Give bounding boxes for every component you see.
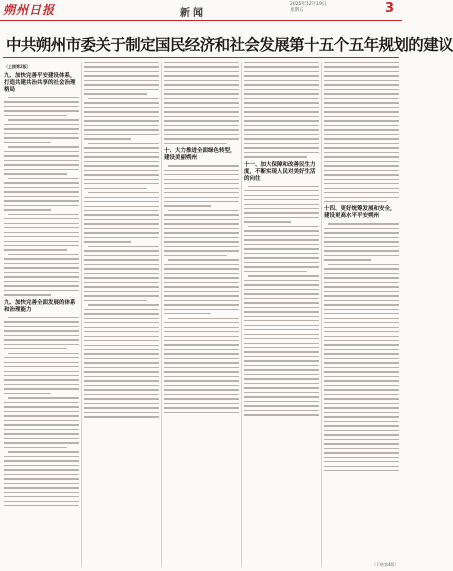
issue-weekday: 星期五	[290, 8, 304, 13]
continuation-note: （上接第2版）	[4, 64, 31, 69]
section-heading: 九、加快完善全面发展的体系和治理能力	[4, 299, 76, 313]
article-column-3	[164, 62, 239, 567]
body-text-block	[4, 97, 79, 296]
section-heading: 十一、加大保障和改善民生力度，不断实现人民对美好生活的向往	[244, 161, 316, 182]
headline-rule	[3, 57, 399, 58]
section-heading: 九、加快完善平安建设体系，打造共建共治共享的社会治理格局	[4, 73, 76, 93]
article-headline: 中共朔州市委关于制定国民经济和社会发展第十五个五年规划的建议	[6, 36, 453, 54]
section-name: 新闻	[180, 8, 206, 19]
masthead	[0, 0, 402, 21]
continued-note: （下转第4版）	[372, 562, 399, 567]
page-number: 3	[385, 1, 395, 16]
body-text-block	[4, 317, 79, 507]
column-divider	[161, 62, 162, 567]
issue-date: 2025年12月19日	[290, 2, 327, 7]
body-text-block	[244, 186, 319, 416]
article-column-2	[84, 62, 159, 567]
body-text-block	[164, 165, 239, 413]
body-text-block	[324, 62, 399, 202]
body-text-block	[324, 223, 399, 471]
section-heading: 十四、更好统筹发展和安全，建设更高水平平安朔州	[324, 206, 396, 220]
section-heading: 十、大力推进全面绿色转型，建设美丽朔州	[164, 148, 236, 162]
body-text-block	[164, 62, 239, 144]
column-divider	[81, 62, 82, 567]
article-column-5	[324, 62, 399, 567]
body-text-block	[244, 62, 319, 158]
article-column-1	[4, 62, 79, 567]
column-divider	[321, 62, 322, 567]
article-column-4	[244, 62, 319, 567]
newspaper-logo: 朔州日报	[3, 3, 56, 17]
column-divider	[241, 62, 242, 567]
body-text-block	[84, 62, 159, 418]
